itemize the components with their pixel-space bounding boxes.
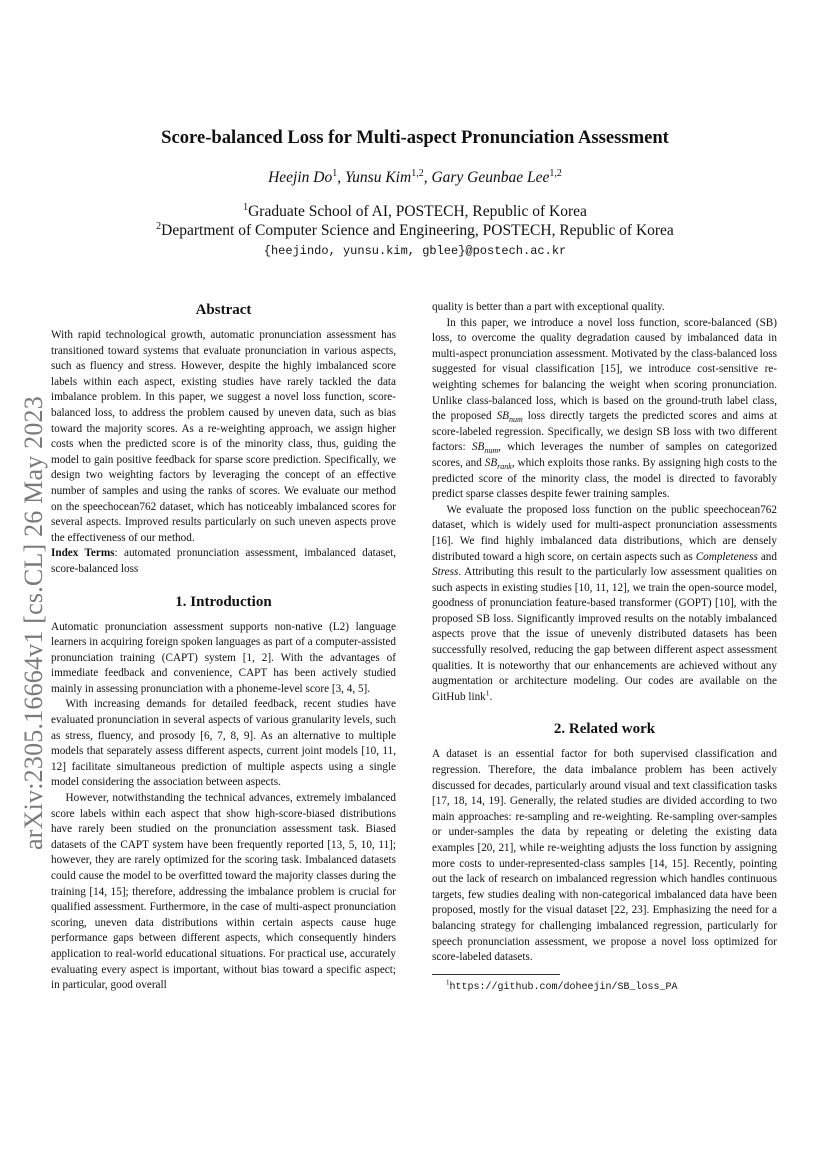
affiliation xyxy=(70,202,760,222)
footnote xyxy=(432,980,777,995)
author-affiliation-mark: 1,2 xyxy=(411,167,424,179)
introduction-paragraph: However, notwithstanding the technical advances, extremely imbalanced score labels within each aspect that show high-score-biased distributions have rarely been studied on the pronunciation assessment task. Biased datasets of the CAPT system have been frequently reported [13, 5, 10, 11]; however, they are rarely optimized for the scoring task. Imbalanced datasets could cause the model to be overfitted toward the majority classes during the training [14, 15]; therefore, addressing the imbalance problem is crucial for qualified assessment. Furthermore, in the case of multi-aspect pronunciation scoring, uneven data distributions within certain aspects cause huge performance gaps between different aspects, which consequently hinders application to real-world educational situations. For practical use, accurately evaluating every aspect is important, without bias toward a specific aspect; in particular, good overall xyxy=(51,792,396,992)
author-affiliation-mark: 1 xyxy=(332,167,338,179)
right-column xyxy=(432,300,777,995)
introduction-heading: 1. Introduction xyxy=(175,593,272,610)
abstract-heading: Abstract xyxy=(195,302,252,318)
sb-rank-symbol: $SB_{rank}$ xyxy=(484,456,512,472)
footnote-mark[interactable]: 1 xyxy=(485,688,490,698)
abstract-text: With rapid technological growth, automatic pronunciation assessment has transitioned toward systems that evaluate pronunciation in various aspects, such as fluency and stress. However, despite the highly imbalanced score labels within each aspect, existing studies have rarely tackled the data imbalance problem. In this paper, we suggest a novel loss function, score-balanced loss, to address the problem caused by uneven data, such as bias toward the majority scores. As a re-weighting approach, we assign higher costs when the predicted score is of the minority class, thus, guiding the model to gain positive feedback for sparse score prediction. Specifically, we design two weighting factors by leveraging the concept of an effective number of samples and using the ranks of scores. We evaluate our method on the speechocean762 dataset, which has noticeably imbalanced scores for several aspects. Improved results particularly on such uneven aspects prove the effectiveness of our method. xyxy=(51,329,396,544)
related-work-paragraph: A dataset is an essential factor for both supervised classification and regression. Therefore, the data imbalance problem has been actively discussed for decades, particularly around visual and text classification tasks [17, 18, 14, 19]. Generally, the related studies are divided according to two main approaches: re-sampling and re-weighting. Re-sampling over-samples or under-samples the data by repeating or deleting the existing data examples [20, 21], while re-weighting adjusts the loss function by assigning more costs to under-represented-class samples [14, 15]. Recently, pointing out the lack of research on imbalanced regression which handles continuous targets, few studies dealing with non-categorical imbalanced data have been proposed, mostly for the visual dataset [22, 23]. Emphasizing the need for a balancing strategy for challenging imbalanced regression, particularly for speech pronunciation assessment, we propose a novel loss optimized for score-labeled datasets. xyxy=(432,748,777,964)
sb-num-symbol: $SB_{num}$ xyxy=(496,410,523,425)
introduction-paragraph-continued: quality is better than a part with exceptional quality. xyxy=(432,301,665,313)
affiliation-text: Graduate School of AI, POSTECH, Republic of Korea xyxy=(248,203,587,220)
arxiv-identifier[interactable] xyxy=(14,355,54,890)
author-list: Heejin Do$^1$, Yunsu Kim$^{1,2}$, Gary Geunbae Lee$^{1,2}$ xyxy=(268,167,562,186)
arxiv-identifier-text: arXiv:2305.16664v1 [cs.CL] 26 May 2023 xyxy=(19,395,49,850)
author-name: Yunsu Kim xyxy=(344,169,412,186)
affiliation-text: Department of Computer Science and Engineering, POSTECH, Republic of Korea xyxy=(161,222,674,239)
paper-title: Score-balanced Loss for Multi-aspect Pronunciation Assessment xyxy=(161,127,669,148)
index-terms-label: Index Terms xyxy=(51,547,115,560)
introduction-paragraph: With increasing demands for detailed feedback, recent studies have evaluated pronunciation in several aspects of various granularity levels, such as stress, fluency, and prosody [6, 7, 8, 9]. As an alternative to multiple models that separately assess different aspects, current joint models [10, 11, 12] facilitate simultaneous prediction of multiple aspects using a single model considering the association between aspects. xyxy=(51,698,396,789)
affiliation xyxy=(70,221,760,241)
introduction-paragraph: We evaluate the proposed loss function on the public speechocean762 dataset, which is widely used for multi-aspect pronunciation assessments [16]. We find highly imbalanced data distributions, which are densely distributed toward a high score, on certain aspects such as Completeness and Stress. Attributing this result to the particularly low assessment qualities on such aspects in existing studies [10, 11, 12], we train the open-source model, goodness of pronunciation feature-based transformer (GOPT) [10], with the proposed SB loss. Significantly improved results on the notably imbalanced aspects prove that the issue of unevenly distributed datasets has been successfully resolved, reducing the gap between different aspect assessment qualities. It is noteworthy that our enhancements are achieved without any augmentation or architecture modeling. Our codes are available on the GitHub link$^1$. xyxy=(432,503,777,703)
index-terms-text: : automated pronunciation assessment, imbalanced dataset, score-balanced loss xyxy=(51,547,396,575)
aspect-stress: Stress xyxy=(432,566,459,579)
introduction-paragraph: In this paper, we introduce a novel loss function, score-balanced (SB) loss, to overcome the quality degradation caused by imbalanced data in multi-aspect pronunciation assessment. Motivated by the class-balanced loss suggested for visual classification [15], we introduce cost-sensitive re-weighting schemes for balancing the weight when scoring pronunciation. Unlike class-balanced loss, which is based on the ground-truth label class, the proposed $SB_{num}$ loss directly targets the predicted scores and aims at score-labeled regression. Specifically, we design SB loss with two different factors: $SB_{num}$, which leverages the number of samples on categorized scores, and $SB_{rank}$, which exploits those ranks. By assigning high costs to the predicted score of the minority class, the model is directed to favorably predict sparse classes despite fewer training samples. xyxy=(432,316,777,501)
affiliation-mark: 2 xyxy=(156,220,162,232)
author-affiliation-mark: 1,2 xyxy=(549,167,562,179)
author-name: Heejin Do xyxy=(268,169,333,186)
affiliation-mark: 1 xyxy=(243,201,249,213)
author-name: Gary Geunbae Lee xyxy=(431,169,550,186)
aspect-completeness: Completeness xyxy=(695,550,758,563)
author-emails[interactable]: {heejindo, yunsu.kim, gblee}@postech.ac.kr xyxy=(263,244,567,258)
footnote-divider xyxy=(432,974,560,975)
footnote-number: 1 xyxy=(446,978,450,987)
index-terms xyxy=(51,546,396,577)
introduction-paragraph: Automatic pronunciation assessment supports non-native (L2) language learners in acquiring foreign spoken languages as part of a computer-assisted pronunciation training (CAPT) system [1, 2]. With the advantages of immediate feedback and convenience, CAPT has been actively studied mainly in assessing pronunciation with a phoneme-level score [3, 4, 5]. xyxy=(51,620,396,695)
sb-num-symbol: $SB_{num}$ xyxy=(471,441,499,456)
related-work-heading: 2. Related work xyxy=(553,721,656,738)
github-link[interactable]: https://github.com/doheejin/SB_loss_PA xyxy=(449,981,678,993)
left-column xyxy=(51,300,396,994)
